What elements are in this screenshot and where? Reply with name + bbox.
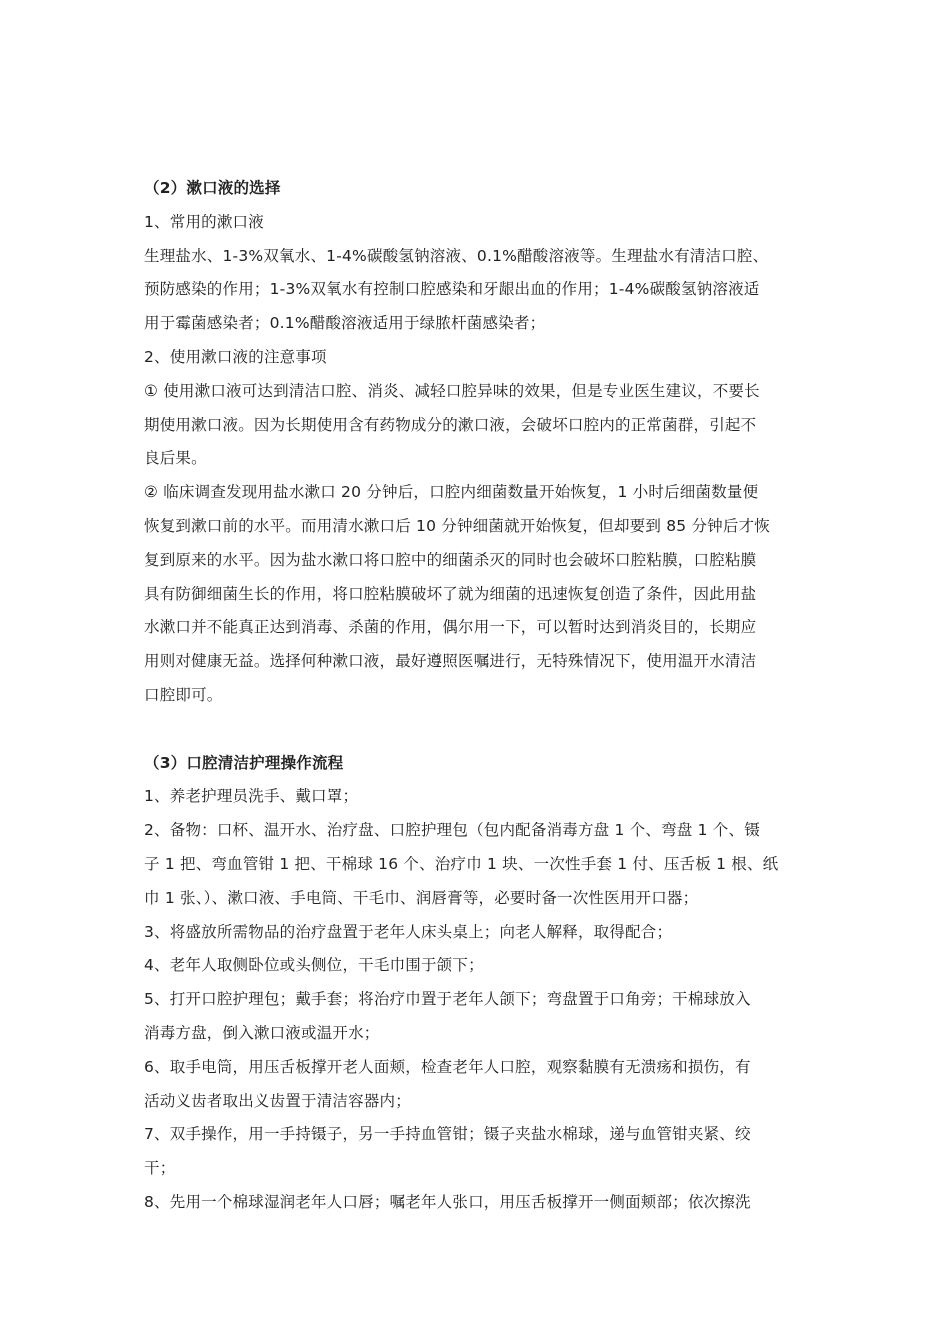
note-1 [144, 375, 810, 476]
step-line: 3、将盛放所需物品的治疗盘置于老年人床头桌上；向老人解释，取得配合； [144, 922, 673, 941]
step-4 [144, 949, 810, 983]
section-2-heading: （2）漱口液的选择 [144, 179, 281, 197]
step-line: 消毒方盘，倒入漱口液或温开水； [144, 1023, 380, 1042]
step-line: 8、先用一个棉球湿润老年人口唇；嘱老年人张口，用压舌板撑开一侧面颊部；依次擦洗 [144, 1192, 751, 1211]
paragraph-line: 口腔即可。 [144, 685, 223, 704]
item-2-title: 2、使用漱口液的注意事项 [144, 347, 327, 366]
step-2 [144, 814, 810, 915]
step-line: 5、打开口腔护理包；戴手套；将治疗巾置于老年人颌下；弯盘置于口角旁；干棉球放入 [144, 990, 751, 1009]
section-spacer [144, 713, 810, 747]
step-1 [144, 780, 810, 814]
step-line: 巾 1 张、）、漱口液、手电筒、干毛巾、润唇膏等，必要时备一次性医用开口器； [144, 888, 699, 907]
note-2 [144, 476, 810, 713]
paragraph-line: 生理盐水、1-3%双氧水、1-4%碳酸氢钠溶液、0.1%醋酸溶液等。生理盐水有清洁口腔、 [144, 246, 769, 265]
item-1-title: 1、常用的漱口液 [144, 212, 264, 231]
paragraph-line: 用则对健康无益。选择何种漱口液，最好遵照医嘱进行，无特殊情况下，使用温开水清洁 [144, 652, 757, 671]
item-1-body [144, 240, 810, 341]
step-line: 4、老年人取侧卧位或头侧位，干毛巾围于颌下； [144, 956, 484, 975]
paragraph-line: 用于霉菌感染者；0.1%醋酸溶液适用于绿脓杆菌感染者； [144, 314, 546, 333]
paragraph-line: 复到原来的水平。因为盐水漱口将口腔中的细菌杀灭的同时也会破坏口腔粘膜，口腔粘膜 [144, 550, 757, 569]
step-line: 子 1 把、弯血管钳 1 把、干棉球 16 个、治疗巾 1 块、一次性手套 1 付、压舌板 1 根、纸 [144, 854, 779, 873]
paragraph-line: 具有防御细菌生长的作用，将口腔粘膜破坏了就为细菌的迅速恢复创造了条件，因此用盐 [144, 584, 757, 603]
paragraph-line: ② 临床调查发现用盐水漱口 20 分钟后，口腔内细菌数量开始恢复，1 小时后细菌数量便 [144, 483, 759, 502]
step-7 [144, 1118, 810, 1186]
paragraph-line: 恢复到漱口前的水平。而用清水漱口后 10 分钟细菌就开始恢复，但却要到 85 分钟后才恢 [144, 516, 770, 535]
section-3-heading: （3）口腔清洁护理操作流程 [144, 753, 344, 772]
paragraph-line: 预防感染的作用；1-3%双氧水有控制口腔感染和牙龈出血的作用；1-4%碳酸氢钠溶液适 [144, 280, 760, 299]
paragraph-line: ① 使用漱口液可达到清洁口腔、消炎、减轻口腔异味的效果，但是专业医生建议，不要长 [144, 381, 760, 400]
document-page [144, 172, 810, 1220]
step-line: 6、取手电筒，用压舌板撑开老人面颊，检查老年人口腔，观察黏膜有无溃疡和损伤，有 [144, 1057, 751, 1076]
paragraph-line: 良后果。 [144, 449, 207, 468]
step-8 [144, 1186, 810, 1220]
paragraph-line: 水漱口并不能真正达到消毒、杀菌的作用，偶尔用一下，可以暂时达到消炎目的，长期应 [144, 618, 757, 637]
step-line: 2、备物：口杯、温开水、治疗盘、口腔护理包（包内配备消毒方盘 1 个、弯盘 1 个、镊 [144, 821, 760, 840]
step-5 [144, 983, 810, 1051]
step-line: 7、双手操作，用一手持镊子，另一手持血管钳；镊子夹盐水棉球，递与血管钳夹紧、绞 [144, 1125, 751, 1144]
paragraph-line: 期使用漱口液。因为长期使用含有药物成分的漱口液，会破坏口腔内的正常菌群，引起不 [144, 415, 757, 434]
step-line: 活动义齿者取出义齿置于清洁容器内； [144, 1091, 411, 1110]
step-3 [144, 916, 810, 950]
step-line: 干； [144, 1159, 176, 1178]
step-6 [144, 1051, 810, 1119]
step-line: 1、养老护理员洗手、戴口罩； [144, 787, 359, 806]
